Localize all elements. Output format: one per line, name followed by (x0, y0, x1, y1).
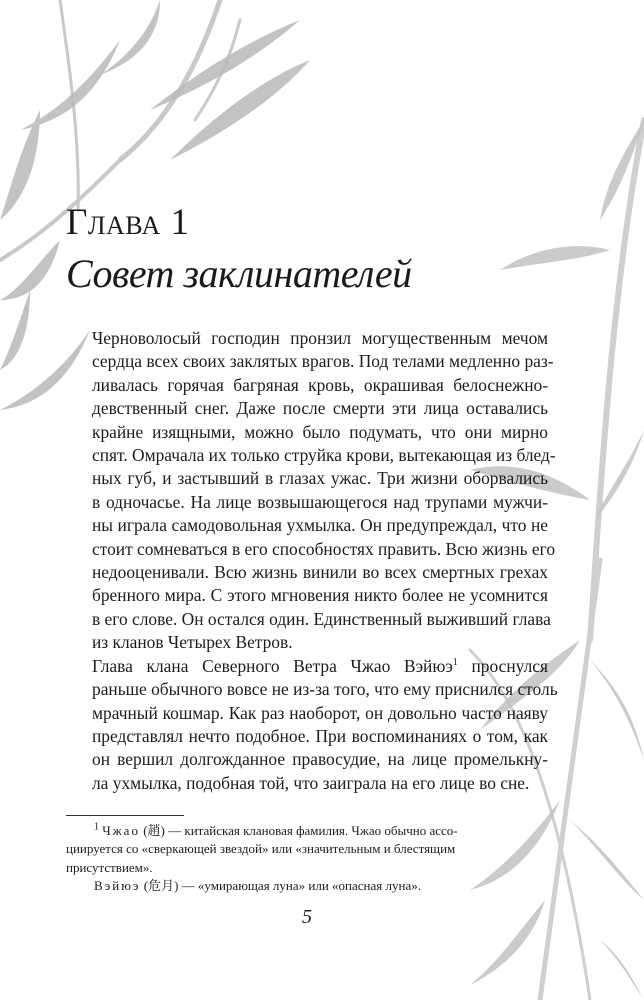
footnote-text: циируется со «сверкающей звездой» или «значительным и блестящим (66, 841, 456, 857)
paragraph-2 (66, 655, 558, 795)
chapter-label: Глава 1 (66, 202, 190, 243)
footnote-text: — китайская клановая фамилия. Чжао обычно ассо- (164, 823, 458, 838)
text-fragment: проснулся (457, 655, 548, 676)
footnote-1 (66, 822, 548, 840)
text-line: Черноволосый господин пронзил могущественным мечом (92, 328, 548, 348)
footnote-divider (66, 815, 184, 816)
text-line: раньше обычного вовсе не из-за того, что ему приснился столь (92, 679, 558, 700)
footnote-hanzi: (趙) (143, 823, 165, 838)
text-line: недооценивали. Всю жизнь винили во всех смертных грехах (92, 562, 548, 583)
text-line: в одночасье. На лице возвышающегося над трупами мужчи- (92, 491, 548, 512)
text-line: в его слове. Он остался один. Единственный выживший глава (92, 608, 551, 629)
text-line-first (66, 655, 548, 678)
text-line: мрачный кошмар. Как раз наоборот, он довольно часто наяву (92, 702, 548, 723)
text-line: крайне изящными, можно было подумать, что они мирно (92, 421, 548, 442)
footnote-hanzi: (危月) (143, 878, 179, 894)
text-line: представлял нечто подобное. При воспоминаниях о том, как (92, 725, 548, 746)
text-line: бренного мира. С этого мгновения никто более не усомнится (92, 585, 548, 606)
footnotes (66, 822, 548, 896)
footnote-reference: 1 (452, 656, 458, 668)
footnote-number: 1 (94, 821, 99, 833)
paragraph-1 (66, 327, 556, 655)
text-line: сердца всех своих заклятых врагов. Под телами медленно раз- (92, 351, 554, 372)
footnote-2 (66, 877, 548, 895)
text-line: ны играла самодовольная ухмылка. Он предупреждал, что не (92, 515, 548, 536)
footnote-text: — «умирающая луна» или «опасная луна». (178, 878, 421, 894)
text-line: ливалась горячая багряная кровь, окрашивая белоснежно- (92, 374, 548, 395)
text-line: он вершил долгожданное правосудие, на лице промелькну- (92, 749, 548, 770)
footnote-1-end (66, 859, 548, 877)
page-number: 5 (302, 906, 312, 928)
text-line: ных губ, и застывший в глазах ужас. Три жизни оборвались (92, 468, 548, 489)
text-line: спят. Омрачала их только струйка крови, вытекающая из блед- (92, 445, 556, 466)
footnote-text: присутствием». (66, 859, 153, 875)
text-line: стоит сомневаться в его способностях править. Всю жизнь его (92, 538, 556, 559)
text-fragment: Глава клана Северного Ветра Чжао Вэйюэ (92, 655, 453, 676)
text-line: девственный снег. Даже после смерти эти лица оставались (92, 398, 548, 419)
body-text (66, 327, 558, 795)
chapter-title: Совет заклинателей (66, 251, 412, 296)
text-line: из кланов Четырех Ветров. (92, 632, 293, 653)
footnote-term: Вэйюэ (94, 878, 141, 894)
footnote-term: Чжао (102, 823, 140, 838)
footnote-1-continued (66, 840, 548, 858)
text-line: ла ухмылка, подобная той, что заиграла на его лице во сне. (92, 772, 530, 793)
